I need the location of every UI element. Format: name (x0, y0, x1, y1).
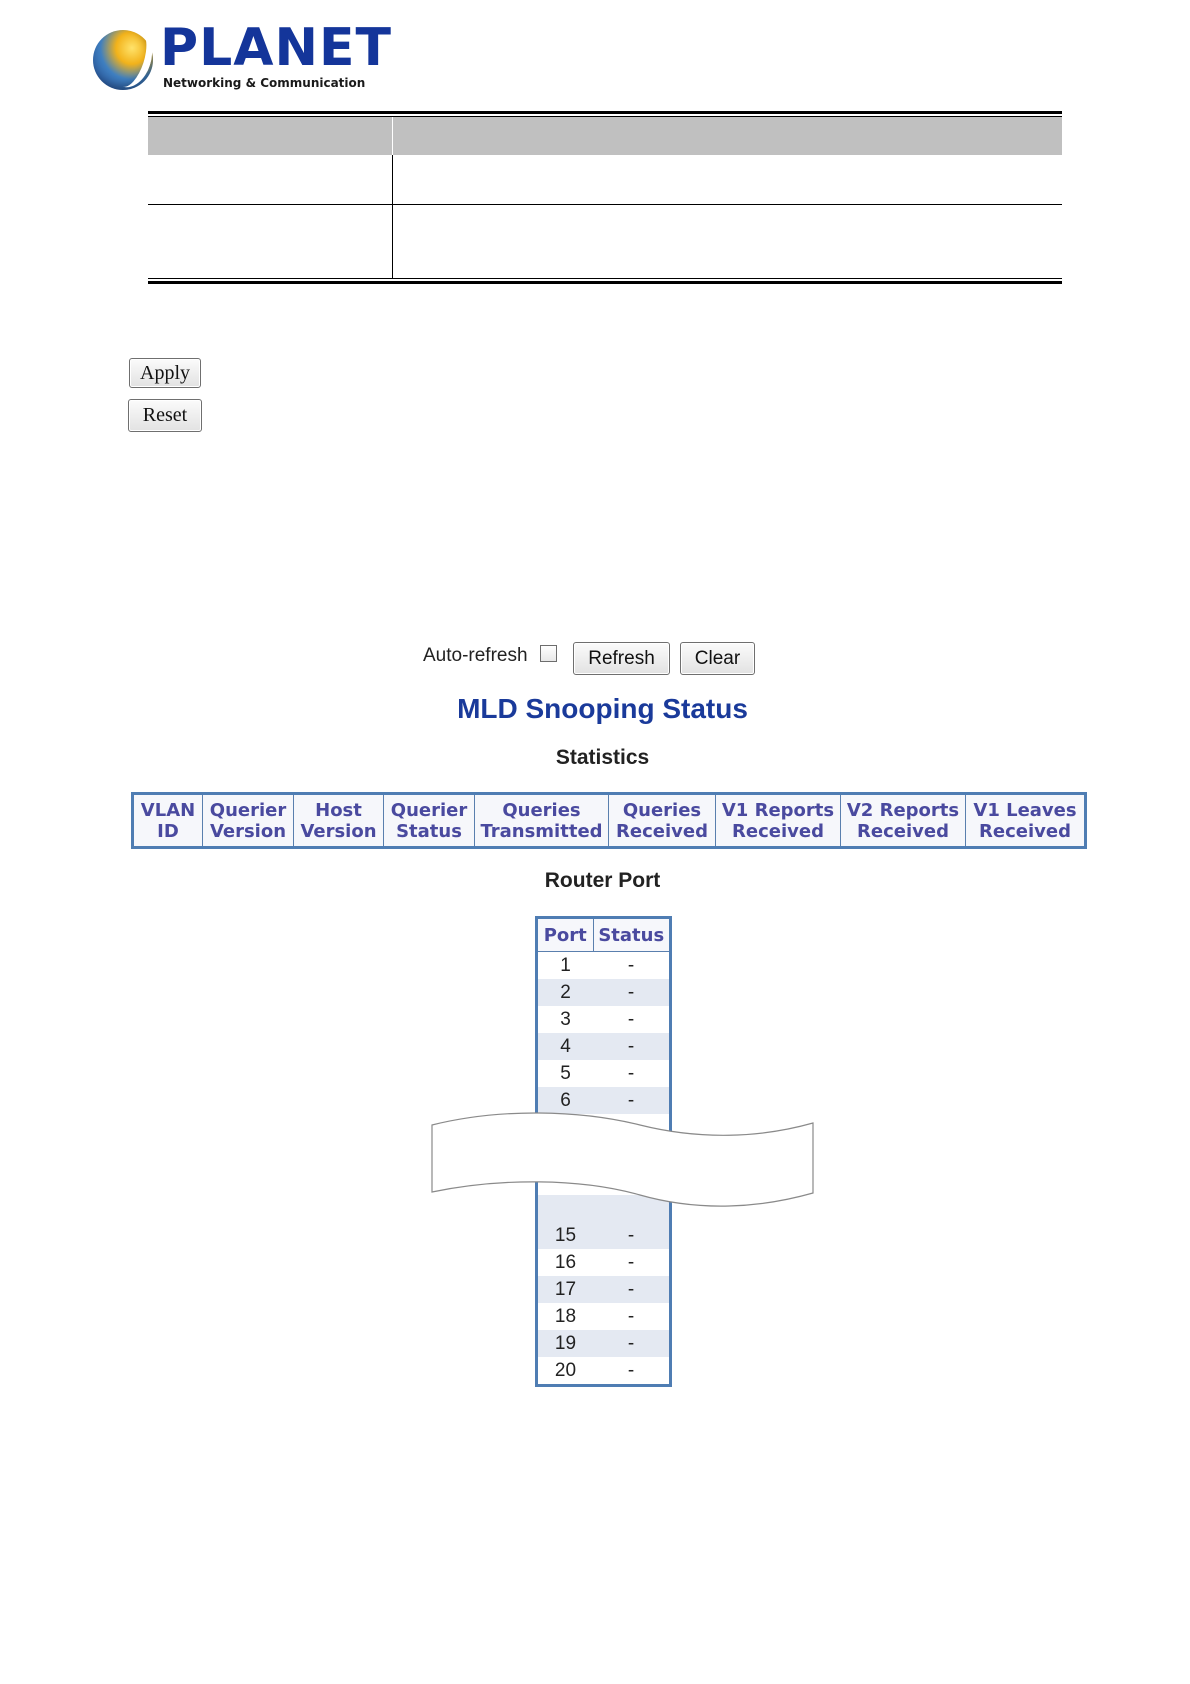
col-queries-transmitted: Queries Transmitted (475, 794, 609, 848)
col-v1-reports-received: V1 Reports Received (716, 794, 841, 848)
col-querier-status: Querier Status (384, 794, 475, 848)
status-cell: - (593, 1006, 671, 1033)
port-cell: 4 (537, 1033, 594, 1060)
reset-button[interactable]: Reset (128, 399, 202, 432)
col-status: Status (593, 918, 671, 952)
port-cell: 16 (537, 1249, 594, 1276)
status-cell: - (593, 1033, 671, 1060)
table-row (537, 1060, 671, 1087)
doc-table-bottom-rule (148, 281, 1062, 284)
refresh-button[interactable]: Refresh (573, 642, 670, 675)
auto-refresh-label: Auto-refresh (423, 645, 528, 666)
port-cell: 3 (537, 1006, 594, 1033)
doc-table-header-divider (392, 117, 393, 155)
logo-tagline: Networking & Communication (163, 76, 366, 90)
status-cell: - (593, 1249, 671, 1276)
table-row (537, 1357, 671, 1386)
doc-table-header (148, 117, 1062, 155)
table-row (537, 1276, 671, 1303)
col-querier-version: Querier Version (203, 794, 294, 848)
port-cell: 2 (537, 979, 594, 1006)
table-row (537, 1249, 671, 1276)
status-cell: - (593, 1087, 671, 1114)
port-cell: 17 (537, 1276, 594, 1303)
port-cell: 1 (537, 952, 594, 980)
torn-paper-overlay (430, 1110, 815, 1210)
status-cell: - (593, 1222, 671, 1249)
table-row (537, 979, 671, 1006)
doc-table-row-divider (148, 204, 1062, 205)
auto-refresh-checkbox[interactable] (540, 645, 557, 662)
table-row (537, 1006, 671, 1033)
port-cell: 19 (537, 1330, 594, 1357)
statistics-title: Statistics (555, 746, 650, 769)
port-cell: 15 (537, 1222, 594, 1249)
clear-button[interactable]: Clear (680, 642, 755, 675)
doc-table-top-rule (148, 111, 1062, 114)
col-vlan-id: VLAN ID (133, 794, 203, 848)
status-cell: - (593, 1357, 671, 1386)
logo-brand: PLANET (160, 18, 393, 78)
col-port: Port (537, 918, 594, 952)
port-cell: 18 (537, 1303, 594, 1330)
status-cell: - (593, 1060, 671, 1087)
col-v1-leaves-received: V1 Leaves Received (966, 794, 1086, 848)
doc-table-bottom-rule-thin (148, 278, 1062, 279)
status-cell: - (593, 979, 671, 1006)
table-row (537, 1222, 671, 1249)
table-row (537, 1033, 671, 1060)
table-row (537, 1303, 671, 1330)
table-row (537, 1330, 671, 1357)
port-cell: 5 (537, 1060, 594, 1087)
status-cell: - (593, 1303, 671, 1330)
table-row (537, 952, 671, 980)
doc-table-column-divider (392, 155, 393, 278)
col-host-version: Host Version (294, 794, 384, 848)
port-cell: 6 (537, 1087, 594, 1114)
statistics-header-row (133, 794, 1086, 848)
col-queries-received: Queries Received (609, 794, 716, 848)
router-port-header-row (537, 918, 671, 952)
col-v2-reports-received: V2 Reports Received (841, 794, 966, 848)
status-cell: - (593, 1276, 671, 1303)
apply-button[interactable]: Apply (129, 358, 201, 388)
page-title: MLD Snooping Status (457, 693, 748, 724)
status-cell: - (593, 1330, 671, 1357)
port-cell: 20 (537, 1357, 594, 1386)
statistics-table (131, 792, 1087, 849)
router-port-title: Router Port (544, 869, 661, 892)
status-cell: - (593, 952, 671, 980)
